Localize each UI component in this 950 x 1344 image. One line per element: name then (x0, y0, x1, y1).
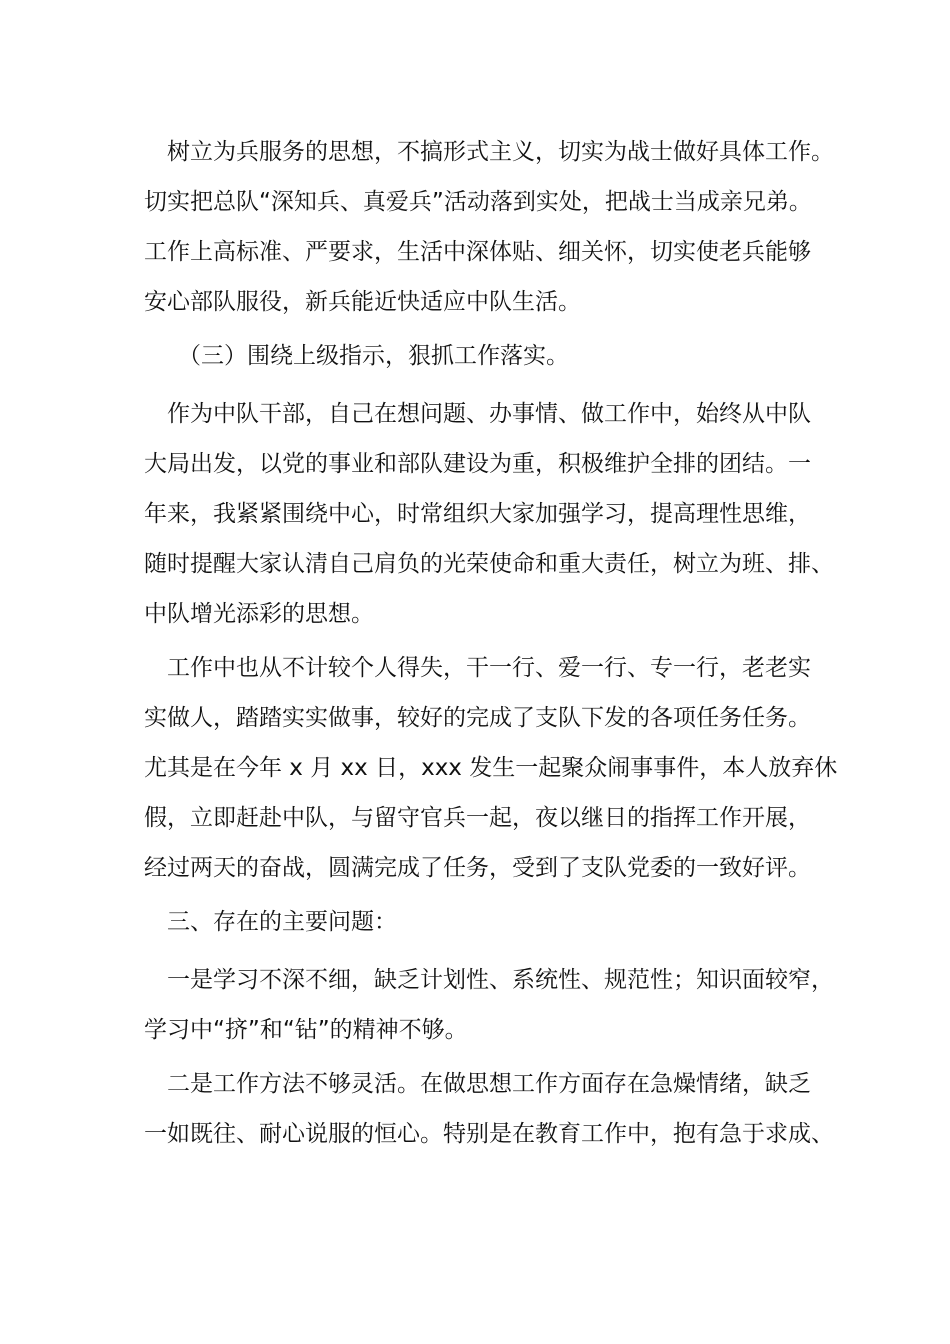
text-line: 作为中队干部，自己在想问题、办事情、做工作中，始终从中队 (144, 401, 811, 427)
text-line: 安心部队服役，新兵能近快适应中队生活。 (144, 289, 581, 315)
text-line: 大局出发，以党的事业和部队建设为重，积极维护全排的团结。一 (144, 451, 811, 477)
text-line: 尤其是在今年 x 月 xx 日，xxx 发生一起聚众闹事事件，本人放弃休 (144, 755, 838, 781)
text-line: 年来，我紧紧围绕中心，时常组织大家加强学习，提高理性思维， (144, 501, 811, 527)
text-line: 切实把总队“深知兵、真爱兵”活动落到实处，把战士当成亲兄弟。 (144, 189, 812, 215)
text-line: 中队增光添彩的思想。 (144, 601, 374, 627)
text-line: 工作上高标准、严要求，生活中深体贴、细关怀，切实使老兵能够 (144, 239, 811, 265)
text-line: 假，立即赶赴中队，与留守官兵一起，夜以继日的指挥工作开展， (144, 805, 811, 831)
text-line: 随时提醒大家认清自己肩负的光荣使命和重大责任，树立为班、排、 (144, 551, 834, 577)
text-line: 一是学习不深不细，缺乏计划性、系统性、规范性；知识面较窄， (144, 967, 834, 993)
text-line: 实做人，踏踏实实做事，较好的完成了支队下发的各项任务任务。 (144, 705, 811, 731)
text-line: 经过两天的奋战，圆满完成了任务，受到了支队党委的一致好评。 (144, 855, 811, 881)
text-line: 学习中“挤”和“钻”的精神不够。 (144, 1017, 468, 1043)
text-line: 树立为兵服务的思想，不搞形式主义，切实为战士做好具体工作。 (144, 139, 834, 165)
section-heading: 三、存在的主要问题： (144, 909, 397, 935)
text-line: 二是工作方法不够灵活。在做思想工作方面存在急燥情绪，缺乏 (144, 1071, 811, 1097)
text-line: 一如既往、耐心说服的恒心。特别是在教育工作中，抱有急于求成、 (144, 1121, 834, 1147)
text-line: 工作中也从不计较个人得失，干一行、爱一行、专一行，老老实 (144, 655, 811, 681)
section-heading: （三）围绕上级指示，狠抓工作落实。 (178, 343, 569, 369)
